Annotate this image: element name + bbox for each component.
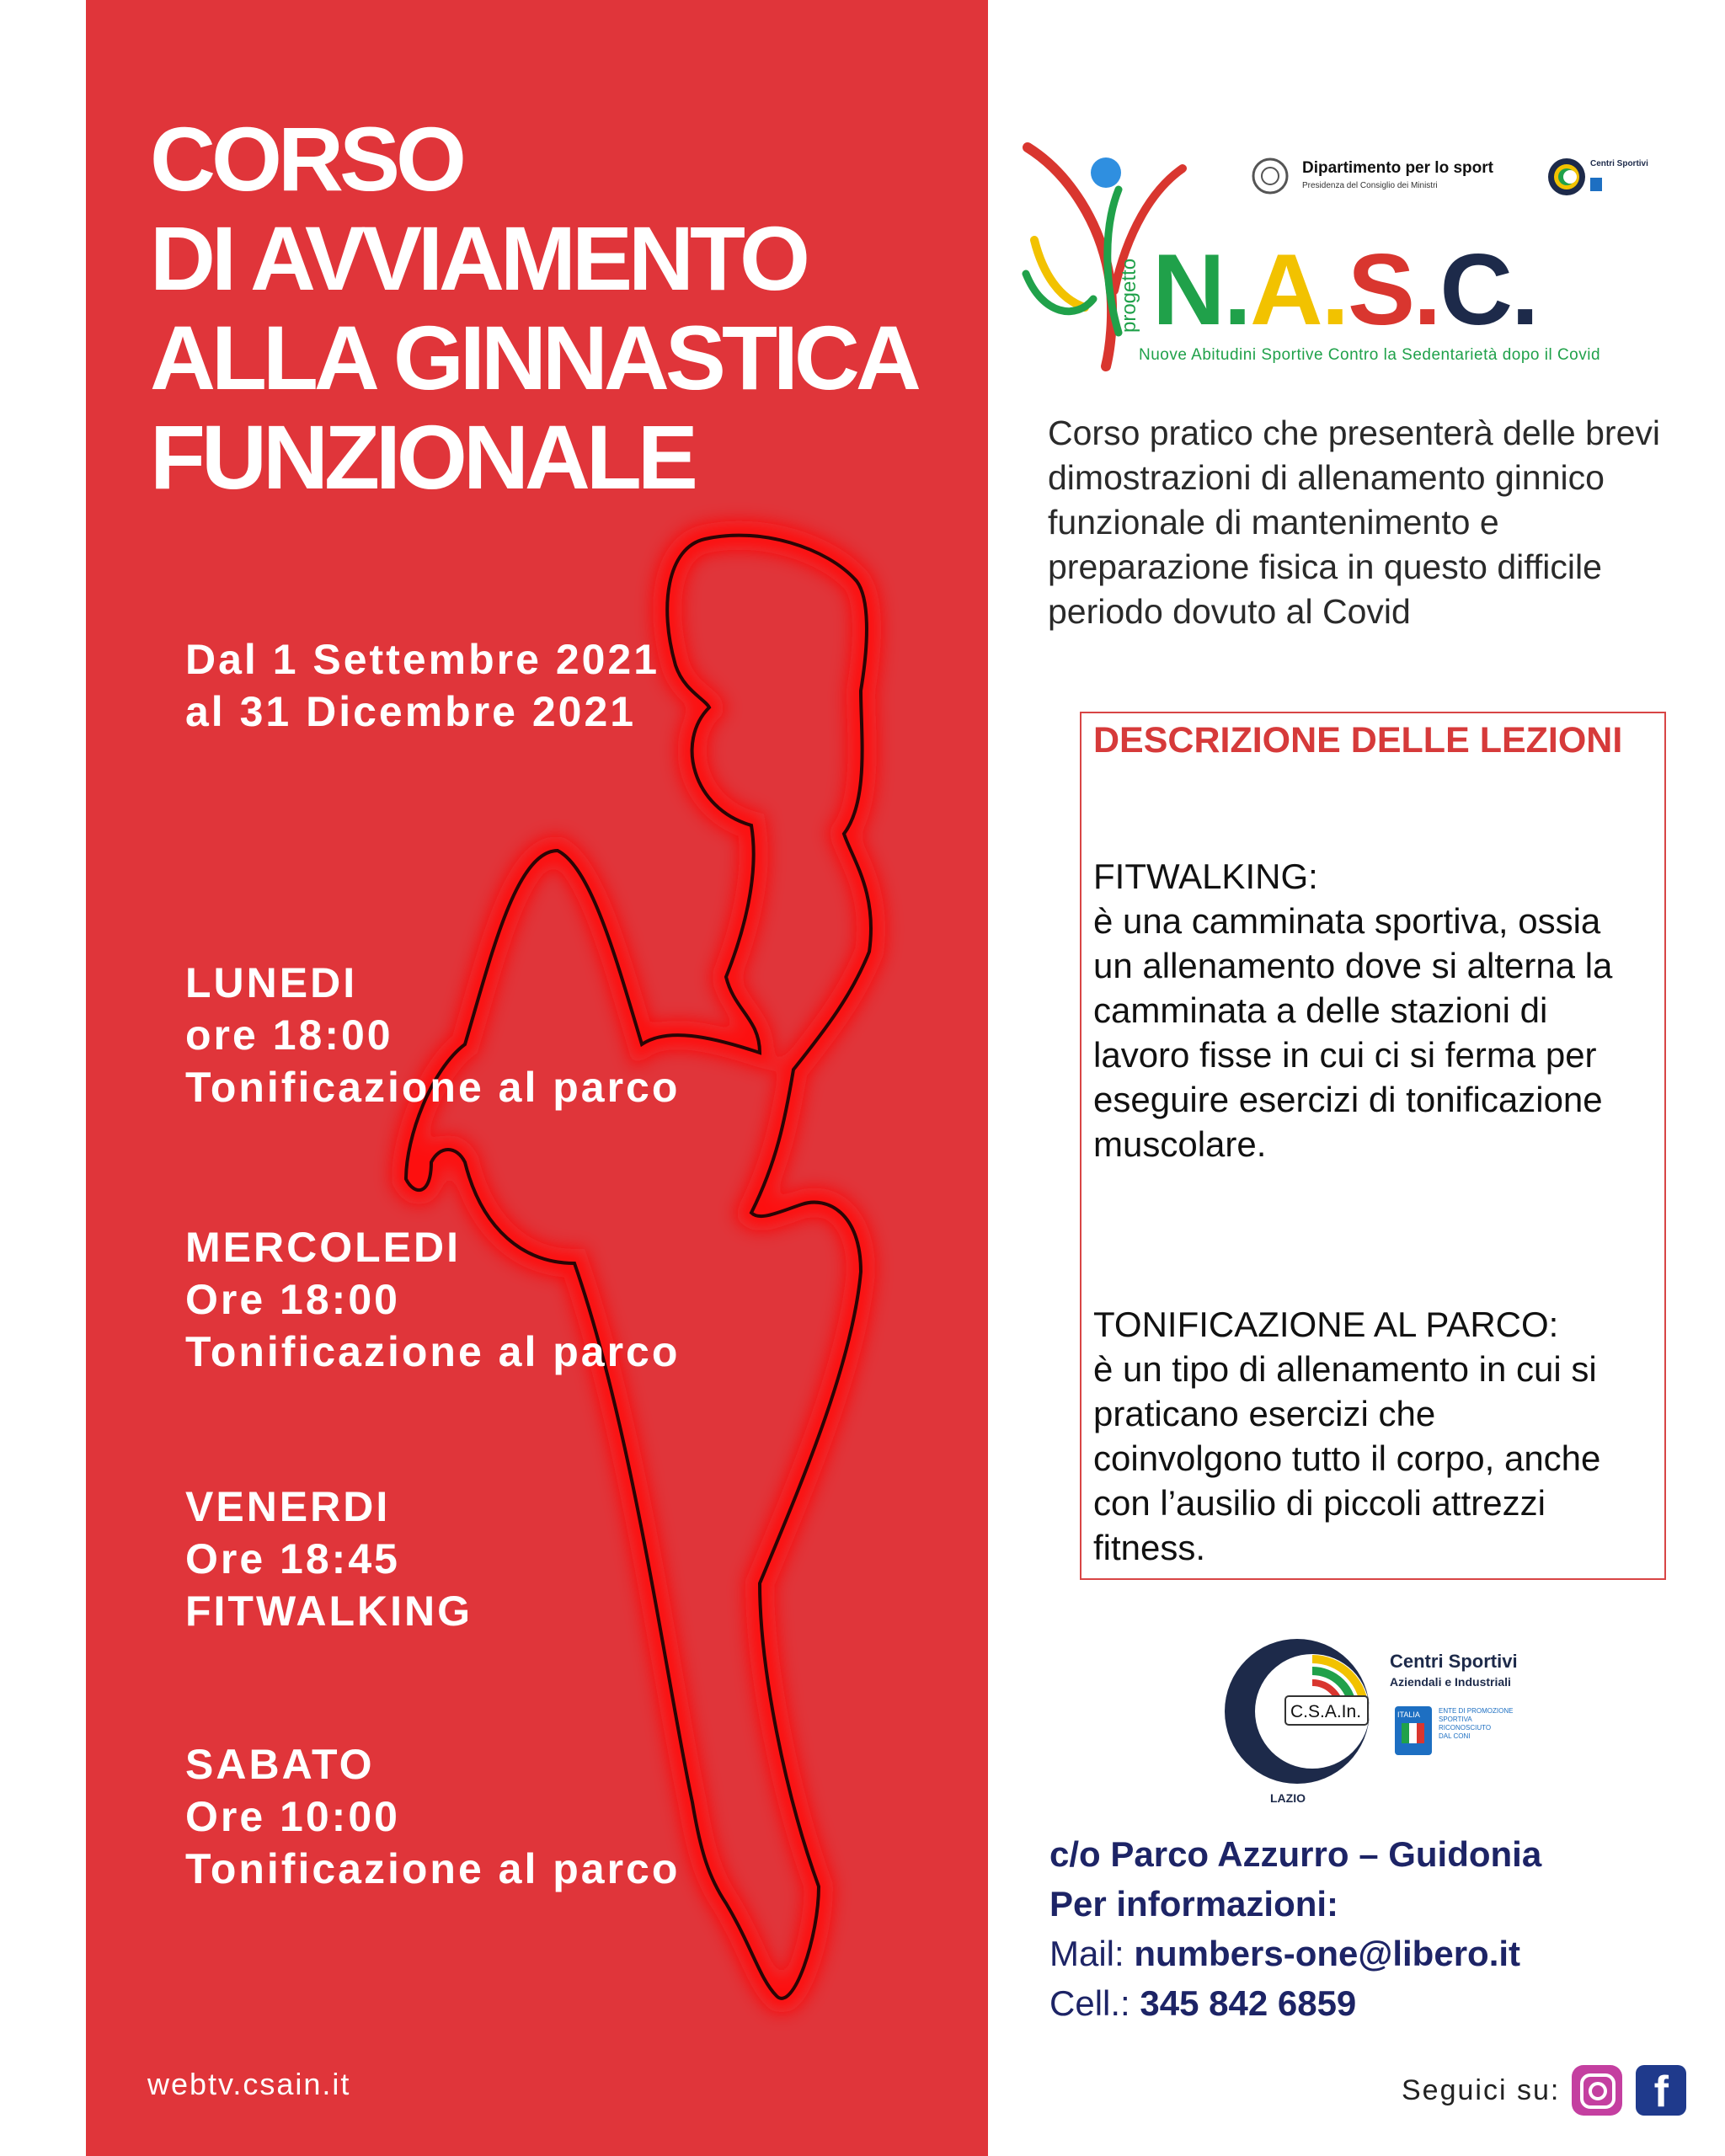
- schedule-day: LUNEDI: [185, 959, 358, 1006]
- schedule-wednesday: [185, 1221, 680, 1378]
- lesson-line: lavoro fisse in cui ci si ferma per: [1093, 1035, 1597, 1075]
- lesson-line: coinvolgono tutto il corpo, anche: [1093, 1438, 1601, 1478]
- schedule-time: ore 18:00: [185, 1011, 393, 1059]
- mail-address[interactable]: numbers-one@libero.it: [1134, 1934, 1521, 1973]
- csain-abbr: C.S.A.In.: [1290, 1702, 1362, 1721]
- phone-number[interactable]: 345 842 6859: [1140, 1983, 1357, 2023]
- coni-note-line: RICONOSCIUTO: [1439, 1724, 1492, 1732]
- csain-subtitle: Aziendali e Industriali: [1390, 1675, 1511, 1689]
- schedule-monday: [185, 957, 680, 1113]
- progetto-label: progetto: [1118, 258, 1140, 333]
- title-line: FUNZIONALE: [150, 406, 694, 508]
- csain-logo: [1221, 1634, 1541, 1811]
- coni-note-line: ENTE DI PROMOZIONE: [1439, 1707, 1514, 1715]
- lesson-fitwalking: [1093, 854, 1658, 1166]
- lesson-line: è una camminata sportiva, ossia: [1093, 901, 1601, 941]
- lesson-line: praticano esercizi che: [1093, 1394, 1436, 1433]
- lesson-name: TONIFICAZIONE AL PARCO:: [1093, 1305, 1559, 1344]
- follow-us-label: Seguici su:: [1402, 2073, 1561, 2106]
- mail-row: [1049, 1929, 1541, 1978]
- intro-line: periodo dovuto al Covid: [1048, 592, 1411, 631]
- schedule-friday: [185, 1481, 473, 1637]
- schedule-time: Ore 18:45: [185, 1535, 400, 1582]
- csain-region: LAZIO: [1270, 1791, 1306, 1805]
- lessons-title: DESCRIZIONE DELLE LEZIONI: [1093, 720, 1623, 760]
- lessons-description-box: [1080, 712, 1666, 1580]
- italia-label: ITALIA: [1397, 1710, 1420, 1719]
- title-line: CORSO: [150, 108, 463, 210]
- lesson-line: con l’ausilio di piccoli attrezzi: [1093, 1483, 1546, 1523]
- course-dates: [185, 633, 660, 738]
- schedule-saturday: [185, 1738, 680, 1895]
- social-links: [1402, 2065, 1686, 2116]
- contact-info: [1049, 1829, 1541, 2028]
- end-date: al 31 Dicembre 2021: [185, 688, 637, 735]
- title-line: DI AVVIAMENTO: [150, 207, 807, 309]
- facebook-icon[interactable]: f: [1636, 2065, 1686, 2116]
- lesson-line: camminata a delle stazioni di: [1093, 990, 1548, 1030]
- schedule-activity: Tonificazione al parco: [185, 1064, 681, 1111]
- coni-note-line: SPORTIVA: [1439, 1716, 1472, 1723]
- lesson-name: FITWALKING:: [1093, 857, 1318, 896]
- intro-line: funzionale di mantenimento e: [1048, 503, 1499, 542]
- lesson-line: muscolare.: [1093, 1124, 1267, 1164]
- lesson-tonificazione: [1093, 1302, 1658, 1570]
- course-title: [150, 109, 917, 507]
- nasc-project-logo: [1017, 139, 1691, 383]
- schedule-activity: FITWALKING: [185, 1588, 473, 1635]
- csain-name: Centri Sportivi: [1390, 1651, 1518, 1672]
- left-red-panel: [86, 0, 988, 2156]
- intro-line: Corso pratico che presenterà delle brevi: [1048, 414, 1660, 452]
- event-location: c/o Parco Azzurro – Guidonia: [1049, 1834, 1542, 1874]
- schedule-activity: Tonificazione al parco: [185, 1845, 681, 1892]
- schedule-time: Ore 18:00: [185, 1276, 400, 1323]
- phone-row: [1049, 1978, 1541, 2028]
- csain-small-label: Centri Sportivi: [1590, 159, 1648, 168]
- schedule-day: SABATO: [185, 1741, 375, 1788]
- title-line: ALLA GINNASTICA: [150, 307, 917, 408]
- intro-line: dimostrazioni di allenamento ginnico: [1048, 458, 1605, 497]
- website-link[interactable]: webtv.csain.it: [147, 2067, 351, 2101]
- lesson-line: eseguire esercizi di tonificazione: [1093, 1080, 1603, 1119]
- schedule-activity: Tonificazione al parco: [185, 1328, 681, 1375]
- phone-label: Cell.:: [1049, 1983, 1140, 2023]
- department-subtitle: Presidenza del Consiglio dei Ministri: [1302, 181, 1438, 190]
- department-name: Dipartimento per lo sport: [1302, 159, 1493, 177]
- svg-text:N.A.S.C.: N.A.S.C.: [1152, 233, 1538, 346]
- coni-note-line: DAL CONI: [1439, 1732, 1471, 1740]
- schedule-time: Ore 10:00: [185, 1793, 400, 1840]
- start-date: Dal 1 Settembre 2021: [185, 636, 660, 683]
- lesson-line: è un tipo di allenamento in cui si: [1093, 1349, 1597, 1389]
- info-label: Per informazioni:: [1049, 1884, 1339, 1924]
- lesson-line: fitness.: [1093, 1528, 1206, 1567]
- lesson-line: un allenamento dove si alterna la: [1093, 946, 1613, 985]
- intro-line: preparazione fisica in questo difficile: [1048, 547, 1602, 586]
- schedule-day: MERCOLEDI: [185, 1224, 461, 1271]
- instagram-icon[interactable]: [1572, 2065, 1622, 2116]
- course-intro: [1048, 411, 1696, 634]
- mail-label: Mail:: [1049, 1934, 1135, 1973]
- nasc-tagline: Nuove Abitudini Sportive Contro la Sedentarietà dopo il Covid: [1139, 346, 1601, 364]
- schedule-day: VENERDI: [185, 1483, 391, 1530]
